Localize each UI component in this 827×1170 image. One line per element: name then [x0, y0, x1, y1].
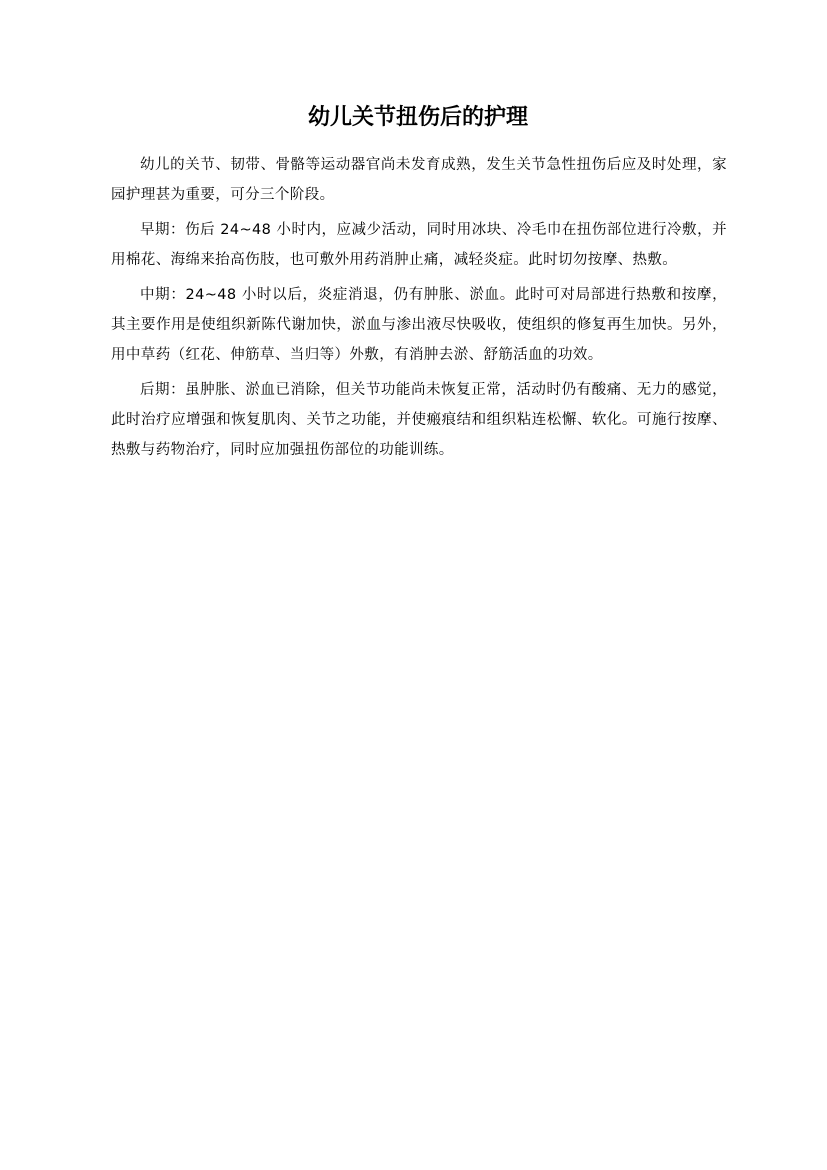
paragraph-late-stage: 后期：虽肿胀、淤血已消除，但关节功能尚未恢复正常，活动时仍有酸痛、无力的感觉，此时治疗应增强和恢复肌肉、关节之功能，并使瘢痕结和组织粘连松懈、软化。可施行按摩、热敷与药物治疗，同时应加强扭伤部位的功能训练。 — [111, 382, 727, 458]
paragraph-middle-stage: 中期：24~48 小时以后，炎症消退，仍有肿胀、淤血。此时可对局部进行热敷和按摩，其主要作用是使组织新陈代谢加快，淤血与渗出液尽快吸收，使组织的修复再生加快。另外，用中草药（红花、伸筋草、当归等）外敷，有消肿去淤、舒筋活血的功效。 — [111, 287, 727, 363]
document-title: 幼儿关节扭伤后的护理 — [307, 104, 528, 130]
paragraph-early-stage: 早期：伤后 24~48 小时内，应减少活动，同时用冰块、冷毛巾在扭伤部位进行冷敷，并用棉花、海绵来抬高伤肢，也可敷外用药消肿止痛，减轻炎症。此时切勿按摩、热敷。 — [111, 222, 727, 268]
paragraph-intro: 幼儿的关节、韧带、骨骼等运动器官尚未发育成熟，发生关节急性扭伤后应及时处理，家园护理甚为重要，可分三个阶段。 — [111, 157, 727, 203]
document-body — [111, 150, 727, 470]
